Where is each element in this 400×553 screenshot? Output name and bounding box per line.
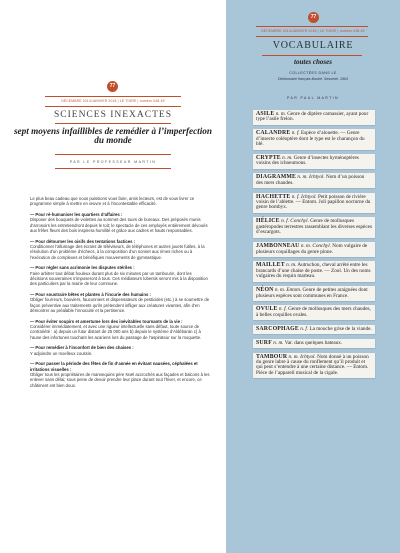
entry-definition: Espèce d’alouette. — Genre d’insecte coléoptère dont le type est le charançon du blé. xyxy=(256,130,365,148)
entry-word: JAMBONNEAU xyxy=(256,243,300,250)
right-issue-rule xyxy=(256,36,368,37)
dictionary-entry-tambour xyxy=(253,353,375,379)
section-body: Obliger tous les propriétaires de mannequins père Noël accrochés aux façades et balcons à les enlever sans délai; sous peine de devoir prendre leur place durant tout l’hiver, et encore, ce châtiment est bien doux. xyxy=(30,372,210,388)
section-body: Faire arbitrer tout débat houleux durant plus de six minutes par un tambourin, dont les décisions souveraines s’imposeront à tous. Ces médiateurs lobentis seront mis à la disposition des particuliers par la mairie de leur commune. xyxy=(30,270,208,287)
dictionary-entry-helice xyxy=(253,217,375,237)
dictionary-entry-neon xyxy=(253,286,375,301)
entry-word: TAMBOUR xyxy=(256,353,288,360)
article-section-1 xyxy=(30,212,210,233)
left-top-rule xyxy=(45,96,181,97)
dictionary-clippings xyxy=(253,110,375,383)
entry-grammar: n. f. xyxy=(300,325,309,332)
entry-grammar: n. m. Conchyl. xyxy=(300,243,331,250)
section-heading: — Pour éviter soupirs et amertume lors des inévitables tournants de la vie : xyxy=(30,318,183,324)
left-subtitle-rule xyxy=(55,154,171,155)
entry-word: CRYPTE xyxy=(256,155,281,162)
right-section-title: VOCABULAIRE xyxy=(272,40,354,51)
entry-definition: La mouche grise de la viande. xyxy=(309,325,372,332)
entry-definition: Genre d’insectes hyménoptères voisins des ichneumons. xyxy=(256,155,359,167)
entry-grammar: n. f. xyxy=(291,130,300,137)
left-author: PAR LE PROFESSEUR MARTIN xyxy=(69,160,157,164)
right-author: PAR PAUL MARTIN xyxy=(287,96,339,100)
dictionary-entry-asile xyxy=(253,110,375,125)
right-source-credit xyxy=(226,71,400,82)
entry-definition: Autruchon, cheval arrêté entre les brancards d’une chaise de poste. — Zool. Un des noms vulgaires du requin marteau. xyxy=(256,262,371,280)
entry-definition: Nom donné à un poisson du genre labre à cause du ronflement qu’il produit et qui peut s’entendre à une certaine distance. — Entom. Pièce de l’appareil musical de la cigale. xyxy=(256,353,369,376)
section-body: Disposer des bouquets de violettes au sommet des tours de bureaux. Des préposés munis d’arrosoirs les entretiendront depuis le toit; le spectacle de ces employés entièrement dévoués aux frêles fleurs des bois inspirera humilité et grâce aux cadres et hauts responsables. xyxy=(30,217,208,234)
left-article-body xyxy=(30,196,210,393)
right-issue-line: DÉCEMBRE 2014/JANVIER 2015 | LE TIGRE | numéro 048-49 xyxy=(261,29,365,33)
section-heading: — Pour remédier à l’inconfort de bien des chaises : xyxy=(30,345,134,351)
entry-word: DIAGRAMME xyxy=(256,174,297,181)
entry-word: MAILLET xyxy=(256,262,285,269)
entry-word: NÉON xyxy=(256,287,274,294)
dictionary-entry-calandre xyxy=(253,129,375,149)
left-author-rule xyxy=(55,168,171,169)
collected-label: COLLECTÉES DANS LE xyxy=(289,71,337,75)
entry-word: OVULE xyxy=(256,306,278,313)
right-subtitle: toutes choses xyxy=(294,58,332,66)
section-body: Conditionner l’allumage des écrans de téléviseurs, de téléphones et autres jouets futiles, à la résolution d’un problème d’échecs, à la composition d’un sonnet aux rimes riches ou à l’exécution de complexes et bénéfiques mouvements de gymnastique. xyxy=(30,244,205,260)
entry-grammar: n. m. xyxy=(282,155,293,162)
entry-definition: Genre de diptère carnassier, ayant pour type l’asile frelon. xyxy=(256,111,369,123)
section-heading: — Pour régler sans acrimonie les disputes stériles : xyxy=(30,265,135,271)
entry-grammar: n. m. xyxy=(275,111,286,117)
entry-grammar: n. m. xyxy=(286,262,297,269)
left-title-rule xyxy=(55,123,171,124)
entry-word: CALANDRE xyxy=(256,130,291,137)
article-section-3 xyxy=(30,265,210,286)
left-issue-rule xyxy=(45,106,181,107)
article-section-7 xyxy=(30,361,210,388)
dictionary-entry-diagramme xyxy=(253,173,375,188)
dictionary-entry-sarcophage xyxy=(253,325,375,334)
entry-word: SURF xyxy=(256,339,272,346)
dictionary-entry-hachette xyxy=(253,193,375,213)
entry-definition: Genre de petites araignées dont plusieurs espèces sont communes en France. xyxy=(256,287,368,299)
entry-grammar: n. m. Ichtyol. xyxy=(297,174,325,181)
entry-grammar: n. f. Ichtyol. xyxy=(291,193,317,200)
section-heading: — Pour soustraire bêtes et plantes à l’incurie des humains : xyxy=(30,292,151,297)
dictionary-entry-jambonneau xyxy=(253,242,375,257)
source-title: Dictionnaire français illustré, Sesserel, 1963 xyxy=(278,76,348,81)
entry-definition: Var. dans quelques bateaux. xyxy=(284,339,343,346)
left-section-title: SCIENCES INEXACTES xyxy=(53,110,173,120)
section-body: Obliger fourreurs, bouviers, fauconniers et dispensateurs de pesticides (etc.) à se soumettre de façon préventive aux traitements qu’ils prétendent infliger aux créatures vivantes, afin d’en démontrer au préalable l’innocuité et la pertinence. xyxy=(30,297,210,314)
entry-word: HACHETTE xyxy=(256,193,291,200)
section-heading: — Pour passer la période des fêtes de fin d’année en évitant nausées, céphalées et irritations visuelles : xyxy=(30,361,198,372)
entry-grammar: n. m. xyxy=(273,339,284,346)
right-top-rule xyxy=(256,26,368,27)
entry-word: SARCOPHAGE xyxy=(256,325,299,332)
section-heading: — Pour ré-humaniser les quartiers d’affaires : xyxy=(30,211,123,217)
left-page-number-badge: 77 xyxy=(107,81,118,92)
entry-definition: Petit poisson de rivière voisin de l’ablette. — Entom. Joli papillon nocturne du genre bombyx. xyxy=(256,193,371,211)
dictionary-entry-ovule xyxy=(253,305,375,320)
dictionary-entry-crypte xyxy=(253,154,375,169)
entry-grammar: n. f. Conchyl. xyxy=(281,218,309,225)
entry-definition: Genre de mollusques des mers chaudes, à belles coquilles ovales. xyxy=(256,306,371,318)
dictionary-entry-surf xyxy=(253,339,375,348)
entry-definition: Nom vulgaire de plusieurs coquillages du genre pinne. xyxy=(256,243,368,255)
section-body: Considérer immédiatement, et avec une rigueur intellectuelle sans défaut, toute source de contrariété : a) depuis un futur distant de 25 000 ans b) depuis le système d’Aldébaran c) à l’aune des infortunes touchant les acariens lors du passage de l’aspirateur sur la moquette. xyxy=(30,324,202,340)
entry-grammar: n. m. Entom. xyxy=(274,287,302,294)
entry-definition: Nom d’un poisson des mers chaudes. xyxy=(256,174,365,186)
right-page-number-badge: 77 xyxy=(308,12,319,23)
section-body: Y adjoindre un moelleux coussin. xyxy=(30,350,93,356)
entry-word: ASILE xyxy=(256,111,275,117)
article-intro: Le plus beau cadeau que nous puissions vous faire, amis lecteurs, est de vous livrer ce programme simple à mettre en œuvre et à l’incontestable efficacité. xyxy=(30,196,195,207)
right-title-rule xyxy=(262,55,362,56)
left-article-subtitle: sept moyens infaillibles de remédier à l’imperfection du monde xyxy=(13,126,212,145)
entry-grammar: n. m. Ichtyol. xyxy=(288,353,316,360)
section-heading: — Pour détourner les oisifs des tentations factices : xyxy=(30,238,136,244)
article-section-2 xyxy=(30,239,210,260)
left-issue-line: DÉCEMBRE 2014/JANVIER 2015 | LE TIGRE | numéro 048-49 xyxy=(61,99,165,103)
entry-grammar: n. f. xyxy=(278,306,287,313)
dictionary-entry-maillet xyxy=(253,261,375,281)
article-section-5 xyxy=(30,319,210,340)
entry-word: HÉLICE xyxy=(256,218,280,225)
entry-definition: Genre de mollusques gastéropodes terrestres rassemblant les diverses espèces d’escargots. xyxy=(256,218,372,236)
article-section-4 xyxy=(30,292,210,313)
article-section-6 xyxy=(30,345,210,356)
